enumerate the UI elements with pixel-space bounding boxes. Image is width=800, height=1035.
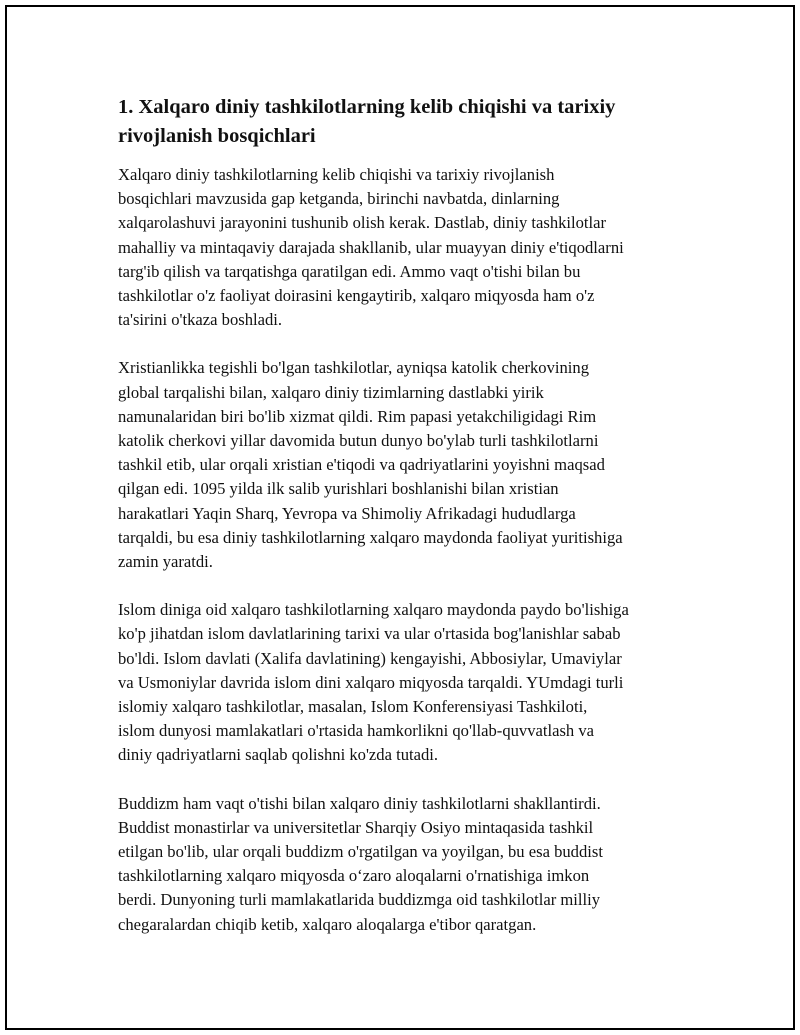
paragraph-origins: Xalqaro diniy tashkilotlarning kelib chiqishi va tarixiy rivojlanish bosqichlari mavzusida gap ketganda, birinchi navbatda, dinlarning xalqarolashuvi jarayonini tushunib olish kerak. Dastlab, diniy tashkilotlar mahalliy va mintaqaviy darajada shakllanib, ular muayyan diniy e'tiqodlarni targ'ib qilish va tarqatishga qaratilgan edi. Ammo vaqt o'tishi bilan bu tashkilotlar o'z faoliyat doirasini kengaytirib, xalqaro miqyosda ham o'z ta'sirini o'tkaza boshladi. — [118, 165, 624, 330]
paragraph-spacer — [118, 574, 688, 598]
paragraph-buddhism: Buddizm ham vaqt o'tishi bilan xalqaro diniy tashkilotlarni shakllantirdi. Buddist monastirlar va universitetlar Sharqiy Osiyo mintaqasida tashkil etilgan bo'lib, ular orqali buddizm o'rgatilgan va yoyilgan, bu esa buddist tashkilotlarning xalqaro miqyosda o‘zaro aloqalarni o'rnatishiga imkon berdi. Dunyoning turli mamlakatlarida buddizmga oid tashkilotlar milliy chegaralardan chiqib ketib, xalqaro aloqalarga e'tibor qaratgan. — [118, 793, 603, 934]
paragraph-spacer — [118, 768, 688, 792]
paragraph-spacer — [118, 332, 688, 356]
section-heading: 1. Xalqaro diniy tashkilotlarning kelib chiqishi va tarixiy rivojlanish bosqichlari — [118, 96, 616, 147]
paragraph-islam: Islom diniga oid xalqaro tashkilotlarning xalqaro maydonda paydo bo'lishiga ko'p jihatdan islom davlatlarining tarixi va ular o'rtasida bog'lanishlar sabab bo'ldi. Islom davlati (Xalifa davlatining) kengayishi, Abbosiylar, Umaviylar va Usmoniylar davrida islom dini xalqaro miqyosda tarqaldi. YUmdagi turli islomiy xalqaro tashkilotlar, masalan, Islom Konferensiyasi Tashkiloti, islom dunyosi mamlakatlari o'rtasida hamkorlikni qo'llab-quvvatlash va diniy qadriyatlarni saqlab qolishni ko'zda tutadi. — [118, 600, 629, 765]
document-body — [118, 93, 688, 937]
paragraph-christianity: Xristianlikka tegishli bo'lgan tashkilotlar, ayniqsa katolik cherkovining global tarqalishi bilan, xalqaro diniy tizimlarning dastlabki yirik namunalaridan biri bo'lib xizmat qildi. Rim papasi yetakchiligidagi Rim katolik cherkovi yillar davomida butun dunyo bo'ylab turli tashkilotlarni tashkil etib, ular orqali xristian e'tiqodi va qadriyatlarini yoyishni maqsad qilgan edi. 1095 yilda ilk salib yurishlari boshlanishi bilan xristian harakatlari Yaqin Sharq, Yevropa va Shimoliy Afrikadagi hududlarga tarqaldi, bu esa diniy tashkilotlarning xalqaro maydonda faoliyat yuritishiga zamin yaratdi. — [118, 358, 623, 572]
heading-spacer — [118, 151, 688, 163]
